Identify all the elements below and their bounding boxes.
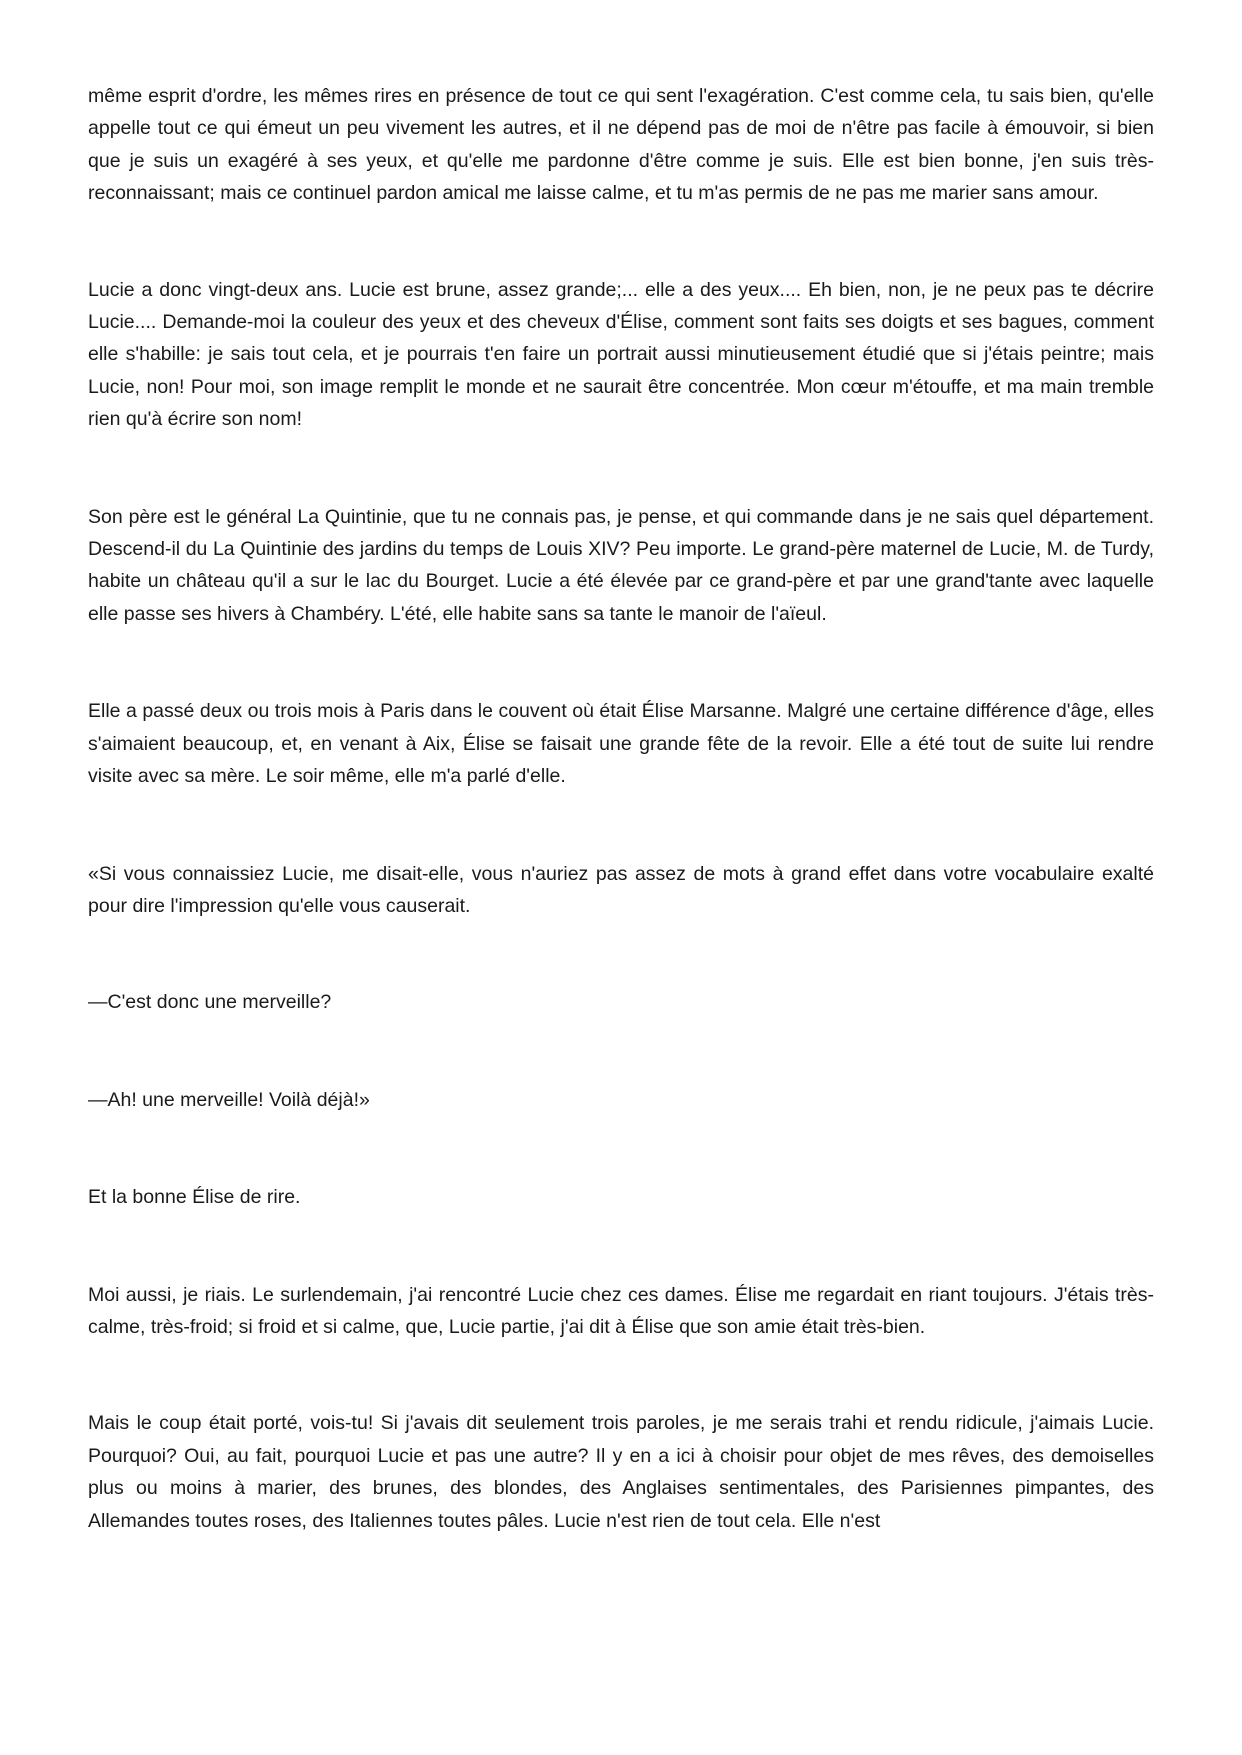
paragraph-3: Son père est le général La Quintinie, que tu ne connais pas, je pense, et qui commande dans je ne sais quel département. Descend-il du La Quintinie des jardins du temps de Louis XIV? Peu importe. Le grand-père maternel de Lucie, M. de Turdy, habite un château qu'il a sur le lac du Bourget. Lucie a été élevée par ce grand-père et par une grand'tante avec laquelle elle passe ses hivers à Chambéry. L'été, elle habite sans sa tante le manoir de l'aïeul. bbox=[88, 505, 1154, 625]
paragraph-1: même esprit d'ordre, les mêmes rires en présence de tout ce qui sent l'exagération. C'est comme cela, tu sais bien, qu'elle appelle tout ce qui émeut un peu vivement les autres, et il ne dépend pas de moi de n'être pas facile à émouvoir, si bien que je suis un exagéré à ses yeux, et qu'elle me pardonne d'être comme je suis. Elle est bien bonne, j'en suis très-reconnaissant; mais ce continuel pardon amical me laisse calme, et tu m'as permis de ne pas me marier sans amour. bbox=[88, 85, 1154, 205]
paragraph-4: Elle a passé deux ou trois mois à Paris dans le couvent où était Élise Marsanne. Malgré une certaine différence d'âge, elles s'aimaient beaucoup, et, en venant à Aix, Élise se faisait une grande fête de la revoir. Elle a été tout de suite lui rendre visite avec sa mère. Le soir même, elle m'a parlé d'elle. bbox=[88, 700, 1154, 788]
paragraph-8: Et la bonne Élise de rire. bbox=[88, 1186, 301, 1209]
document-page bbox=[88, 80, 1154, 1537]
paragraph-6: —C'est donc une merveille? bbox=[88, 991, 332, 1014]
paragraph-7: —Ah! une merveille! Voilà déjà!» bbox=[88, 1088, 370, 1111]
paragraph-5: «Si vous connaissiez Lucie, me disait-elle, vous n'auriez pas assez de mots à grand effet dans votre vocabulaire exalté pour dire l'impression qu'elle vous causerait. bbox=[88, 862, 1154, 917]
paragraph-2: Lucie a donc vingt-deux ans. Lucie est brune, assez grande;... elle a des yeux.... Eh bien, non, je ne peux pas te décrire Lucie.... Demande-moi la couleur des yeux et des cheveux d'Élise, comment sont faits ses doigts et ses bagues, comment elle s'habille: je sais tout cela, et je pourrais t'en faire un portrait aussi minutieusement étudié que si j'étais peintre; mais Lucie, non! Pour moi, son image remplit le monde et ne saurait être concentrée. Mon cœur m'étouffe, et ma main tremble rien qu'à écrire son nom! bbox=[88, 278, 1154, 431]
paragraph-9: Moi aussi, je riais. Le surlendemain, j'ai rencontré Lucie chez ces dames. Élise me regardait en riant toujours. J'étais très-calme, très-froid; si froid et si calme, que, Lucie partie, j'ai dit à Élise que son amie était très-bien. bbox=[88, 1283, 1154, 1338]
paragraph-10: Mais le coup était porté, vois-tu! Si j'avais dit seulement trois paroles, je me serais trahi et rendu ridicule, j'aimais Lucie. Pourquoi? Oui, au fait, pourquoi Lucie et pas une autre? Il y en a ici à choisir pour objet de mes rêves, des demoiselles plus ou moins à marier, des brunes, des blondes, des Anglaises sentimentales, des Parisiennes pimpantes, des Allemandes toutes roses, des Italiennes toutes pâles. Lucie n'est rien de tout cela. Elle n'est bbox=[88, 1412, 1154, 1532]
